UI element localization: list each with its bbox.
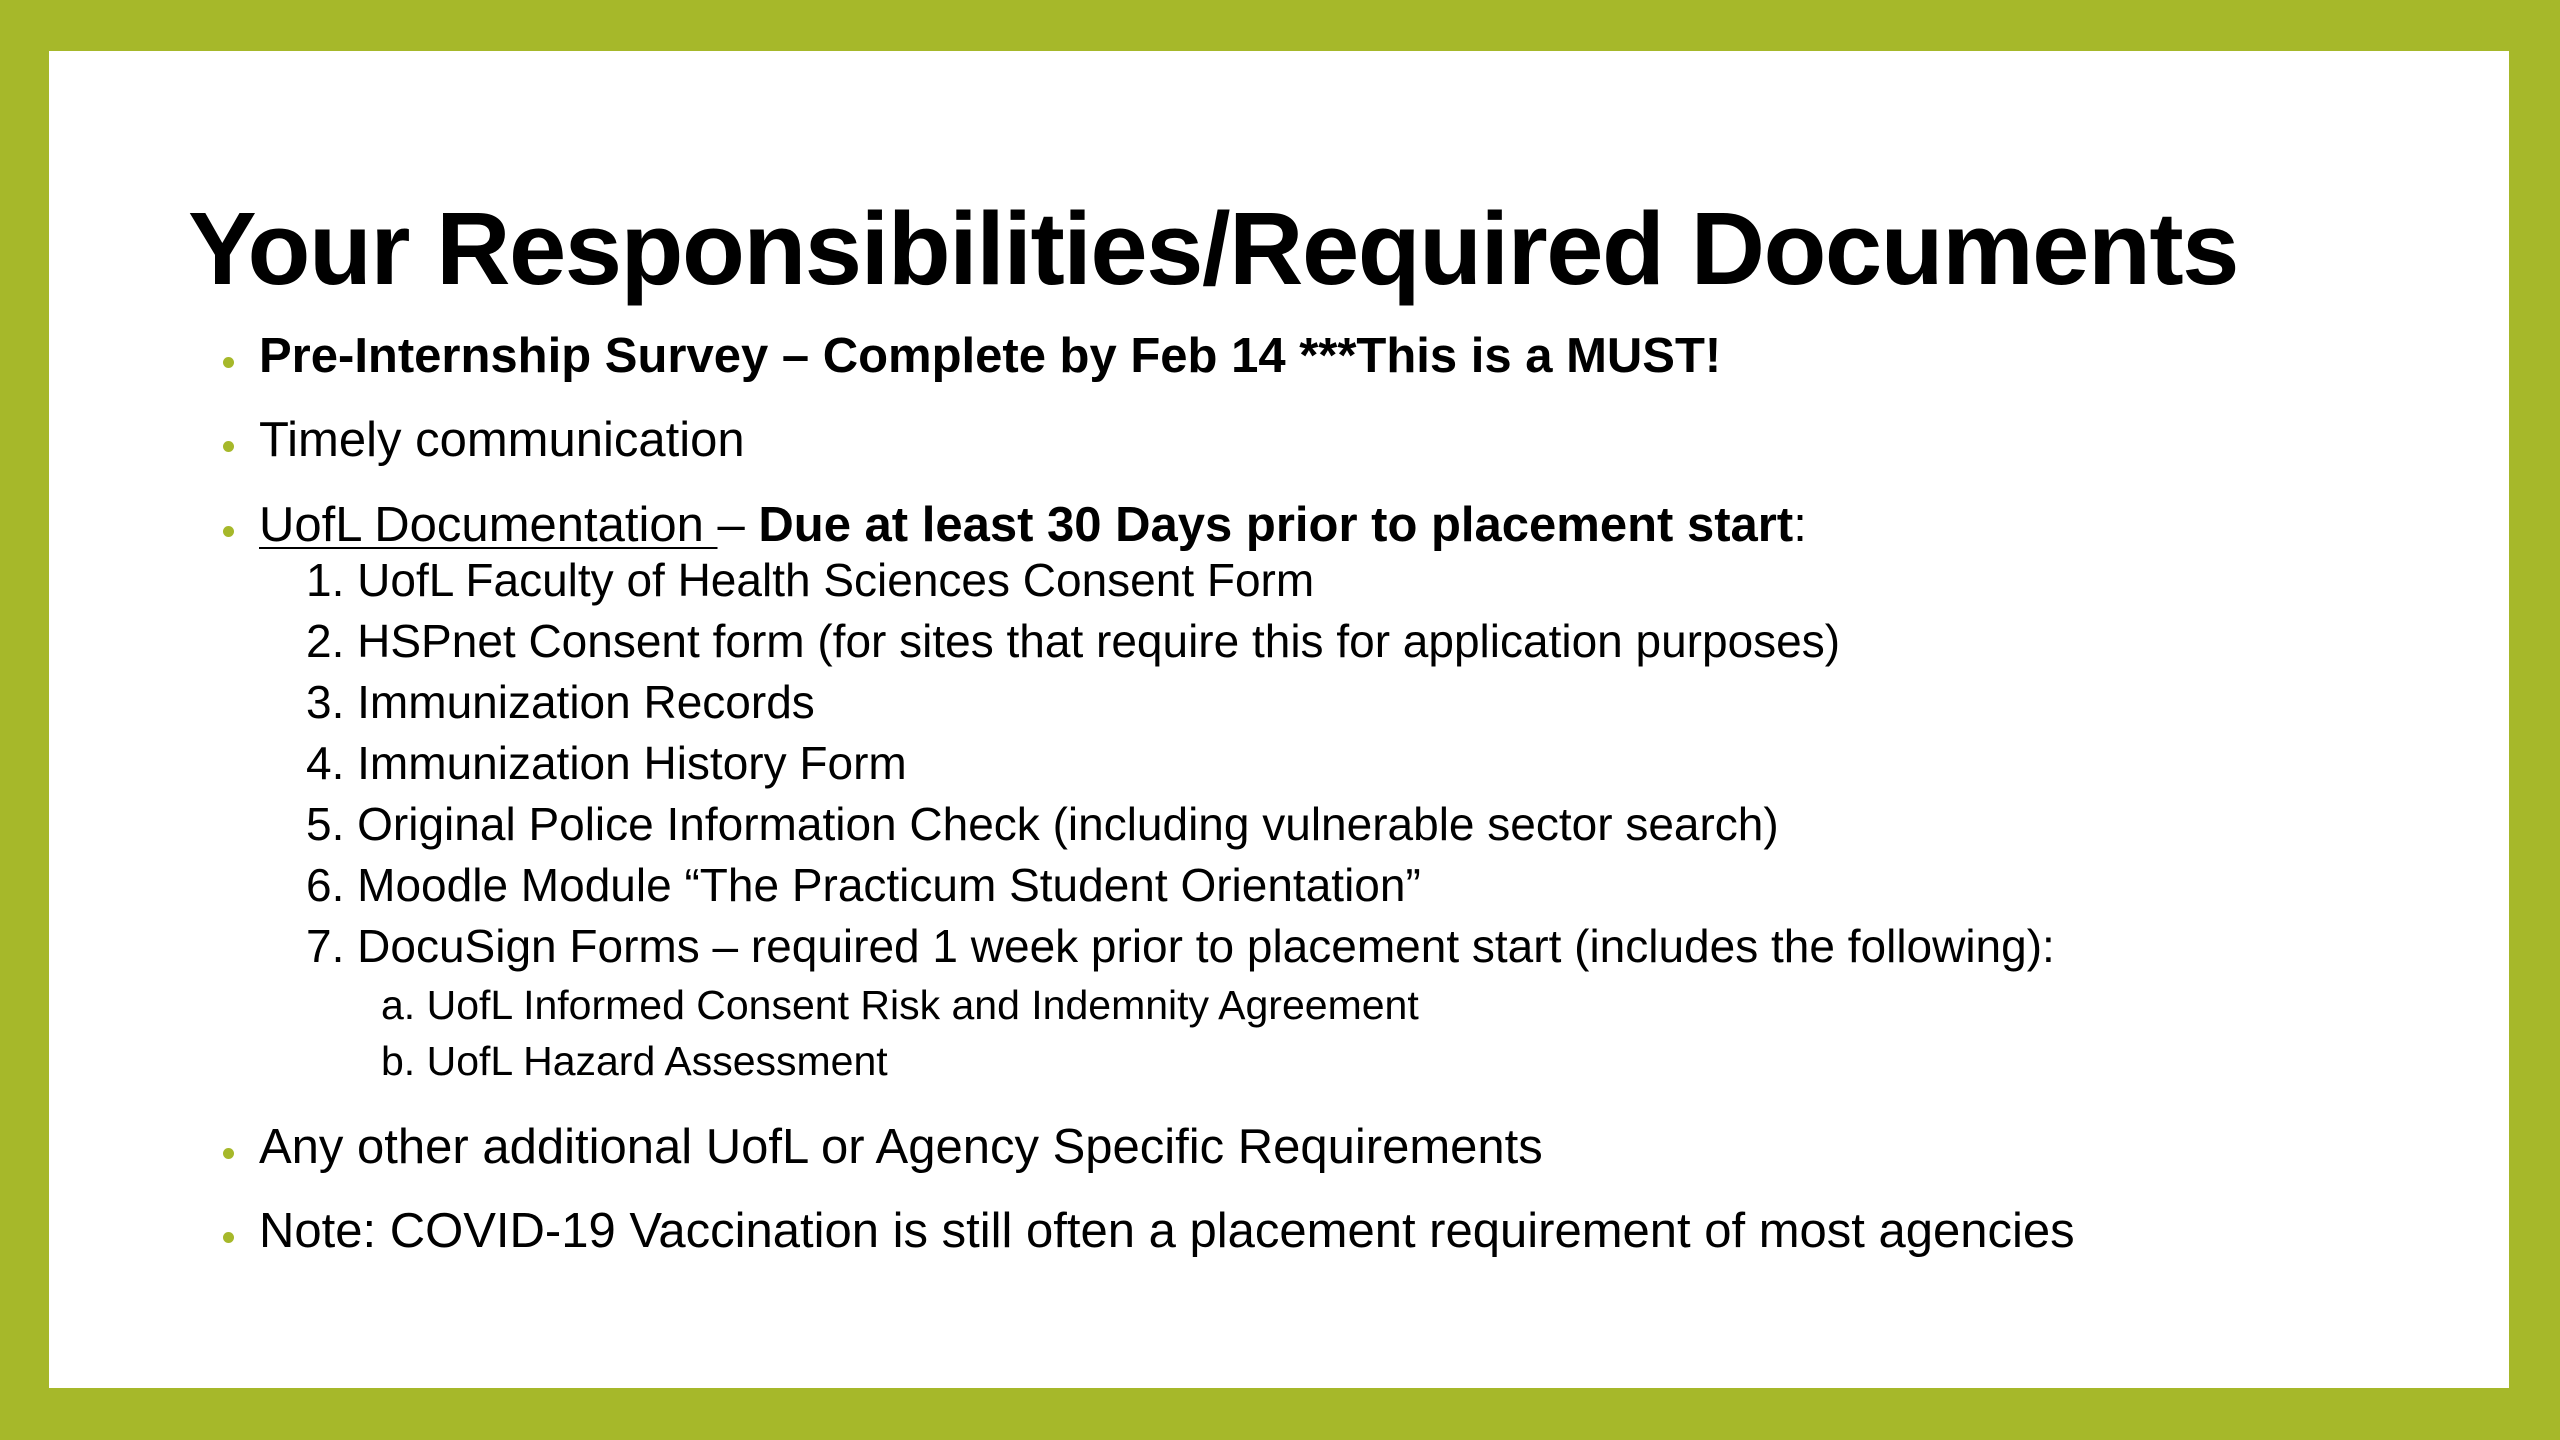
item-text: UofL Faculty of Health Sciences Consent Form <box>357 554 1315 606</box>
sub-item-text: UofL Hazard Assessment <box>426 1038 888 1084</box>
bullet-dot <box>223 1232 234 1243</box>
due-date-text: Due at least 30 Days prior to placement start <box>758 498 1794 552</box>
item-number: 5. <box>306 798 345 850</box>
sub-item-b <box>381 1038 888 1084</box>
item-text: HSPnet Consent form (for sites that require this for application purposes) <box>357 615 1841 667</box>
bullet-timely-communication: Timely communication <box>259 413 745 467</box>
bullet-uofl-documentation <box>259 498 1807 552</box>
sub-item-text: UofL Informed Consent Risk and Indemnity Agreement <box>426 982 1419 1028</box>
slide <box>49 51 2509 1388</box>
bullet-dot <box>223 357 234 368</box>
item-text: Immunization History Form <box>357 737 907 789</box>
item-number: 2. <box>306 615 345 667</box>
bullet-dot <box>223 1148 234 1159</box>
slide-content <box>49 51 2509 1388</box>
item-number: 1. <box>306 554 345 606</box>
sub-item-a <box>381 982 1419 1028</box>
numbered-item-3 <box>306 676 815 728</box>
uofl-documentation-link-text: UofL Documentation <box>259 498 718 552</box>
item-text: Immunization Records <box>357 676 815 728</box>
sub-item-letter: a. <box>381 982 416 1028</box>
item-text: DocuSign Forms – required 1 week prior to placement start (includes the following): <box>357 920 2055 972</box>
item-number: 6. <box>306 859 345 911</box>
numbered-item-1 <box>306 554 1315 606</box>
bullet-additional-requirements: Any other additional UofL or Agency Specific Requirements <box>259 1120 1543 1174</box>
item-text: Original Police Information Check (including vulnerable sector search) <box>357 798 1779 850</box>
bullet-covid-note: Note: COVID-19 Vaccination is still often a placement requirement of most agencies <box>259 1204 2075 1258</box>
item-number: 4. <box>306 737 345 789</box>
numbered-item-6 <box>306 859 1421 911</box>
numbered-item-2 <box>306 615 1841 667</box>
numbered-item-7 <box>306 920 2055 972</box>
numbered-item-5 <box>306 798 1779 850</box>
numbered-item-4 <box>306 737 907 789</box>
item-number: 7. <box>306 920 345 972</box>
colon: : <box>1793 498 1807 552</box>
bullet-dot <box>223 526 234 537</box>
sub-item-letter: b. <box>381 1038 416 1084</box>
bullet-pre-internship-survey: Pre-Internship Survey – Complete by Feb 14 ***This is a MUST! <box>259 329 1722 383</box>
item-text: Moodle Module “The Practicum Student Orientation” <box>357 859 1421 911</box>
dash: – <box>717 498 759 552</box>
bullet-dot <box>223 441 234 452</box>
slide-title: Your Responsibilities/Required Documents <box>188 191 2238 306</box>
item-number: 3. <box>306 676 345 728</box>
